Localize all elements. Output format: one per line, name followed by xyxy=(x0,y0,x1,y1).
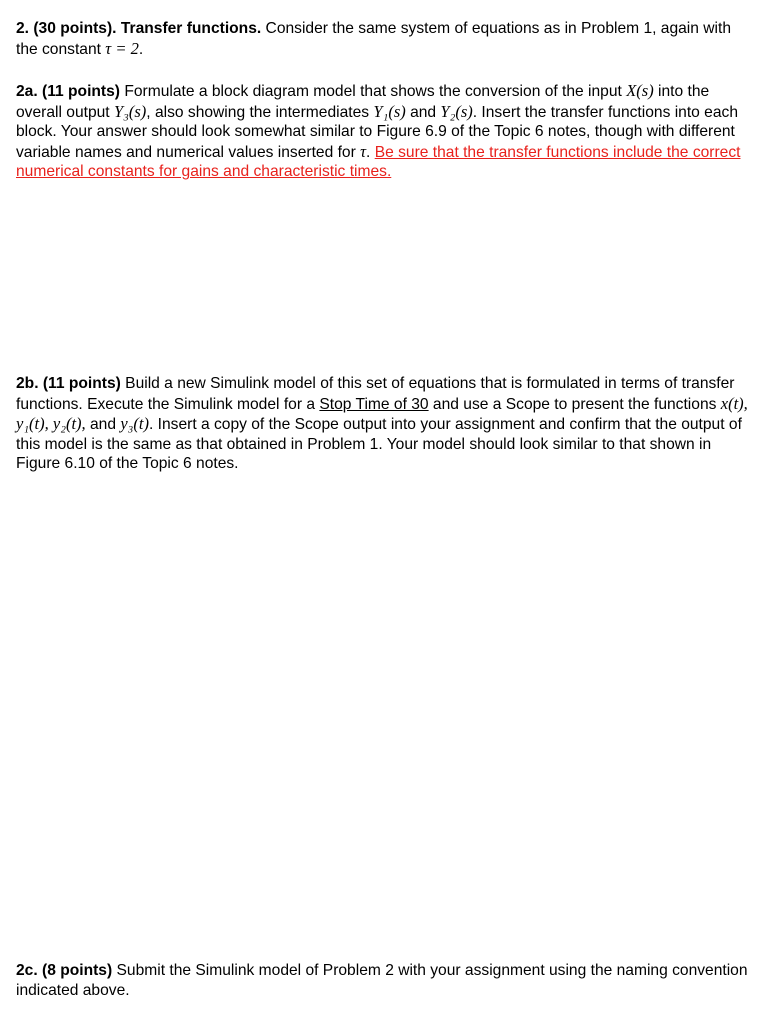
output-y3s: Y₃(s) xyxy=(113,101,147,121)
part-2b: 2b. (11 points) Build a new Simulink model of this set of equations that is formulated in terms of transfer functions. Execute the Simulink model for a Stop Time of 30 and use a Scope to present the functions x(t), y₁(t), y₂(t), and y₃(t). Insert a copy of the Scope output into your assignment and confirm that the output of this model is the same as that obtained in Problem 1. Your model should look similar to that shown in Figure 6.10 of the Topic 6 notes. xyxy=(16,375,748,473)
part-2a: 2a. (11 points) Formulate a block diagram model that shows the conversion of the input X(s) into the overall output Y₃(s), also showing the intermediates Y₁(s) and Y₂(s). Insert the transfer functions into each block. Your answer should look somewhat similar to Figure 6.9 of the Topic 6 notes, though with different variable names and numerical values inserted for τ. Be sure that the transfer functions include the correct numerical constants for gains and characteristic times. xyxy=(16,81,741,181)
intermediate-y2s: Y₂(s) xyxy=(440,101,473,121)
intermediate-y1s: Y₁(s) xyxy=(373,101,406,121)
tau-equation: τ = 2 xyxy=(105,38,139,58)
function-y3t: y₃(t) xyxy=(120,414,149,434)
part-2c-heading: 2c. (8 points) xyxy=(16,962,113,979)
tau-symbol: τ xyxy=(360,141,367,161)
problem-2-heading: 2. (30 points). Transfer functions. xyxy=(16,20,262,37)
part-2c: 2c. (8 points) Submit the Simulink model of Problem 2 with your assignment using the naming convention indicated above. xyxy=(16,962,748,999)
input-xs: X(s) xyxy=(626,81,654,100)
functions-list: x(t), y₁(t), y₂(t), xyxy=(16,393,748,434)
part-2a-heading: 2a. (11 points) xyxy=(16,83,120,100)
stop-time-note: Stop Time of 30 xyxy=(319,395,429,413)
red-warning-note: Be sure that the transfer functions include the correct numerical constants for gains and characteristic times. xyxy=(16,143,741,181)
part-2b-heading: 2b. (11 points) xyxy=(16,375,121,392)
problem-2-intro: 2. (30 points). Transfer functions. Consider the same system of equations as in Problem 1, again with the constant τ = 2. xyxy=(16,20,732,58)
